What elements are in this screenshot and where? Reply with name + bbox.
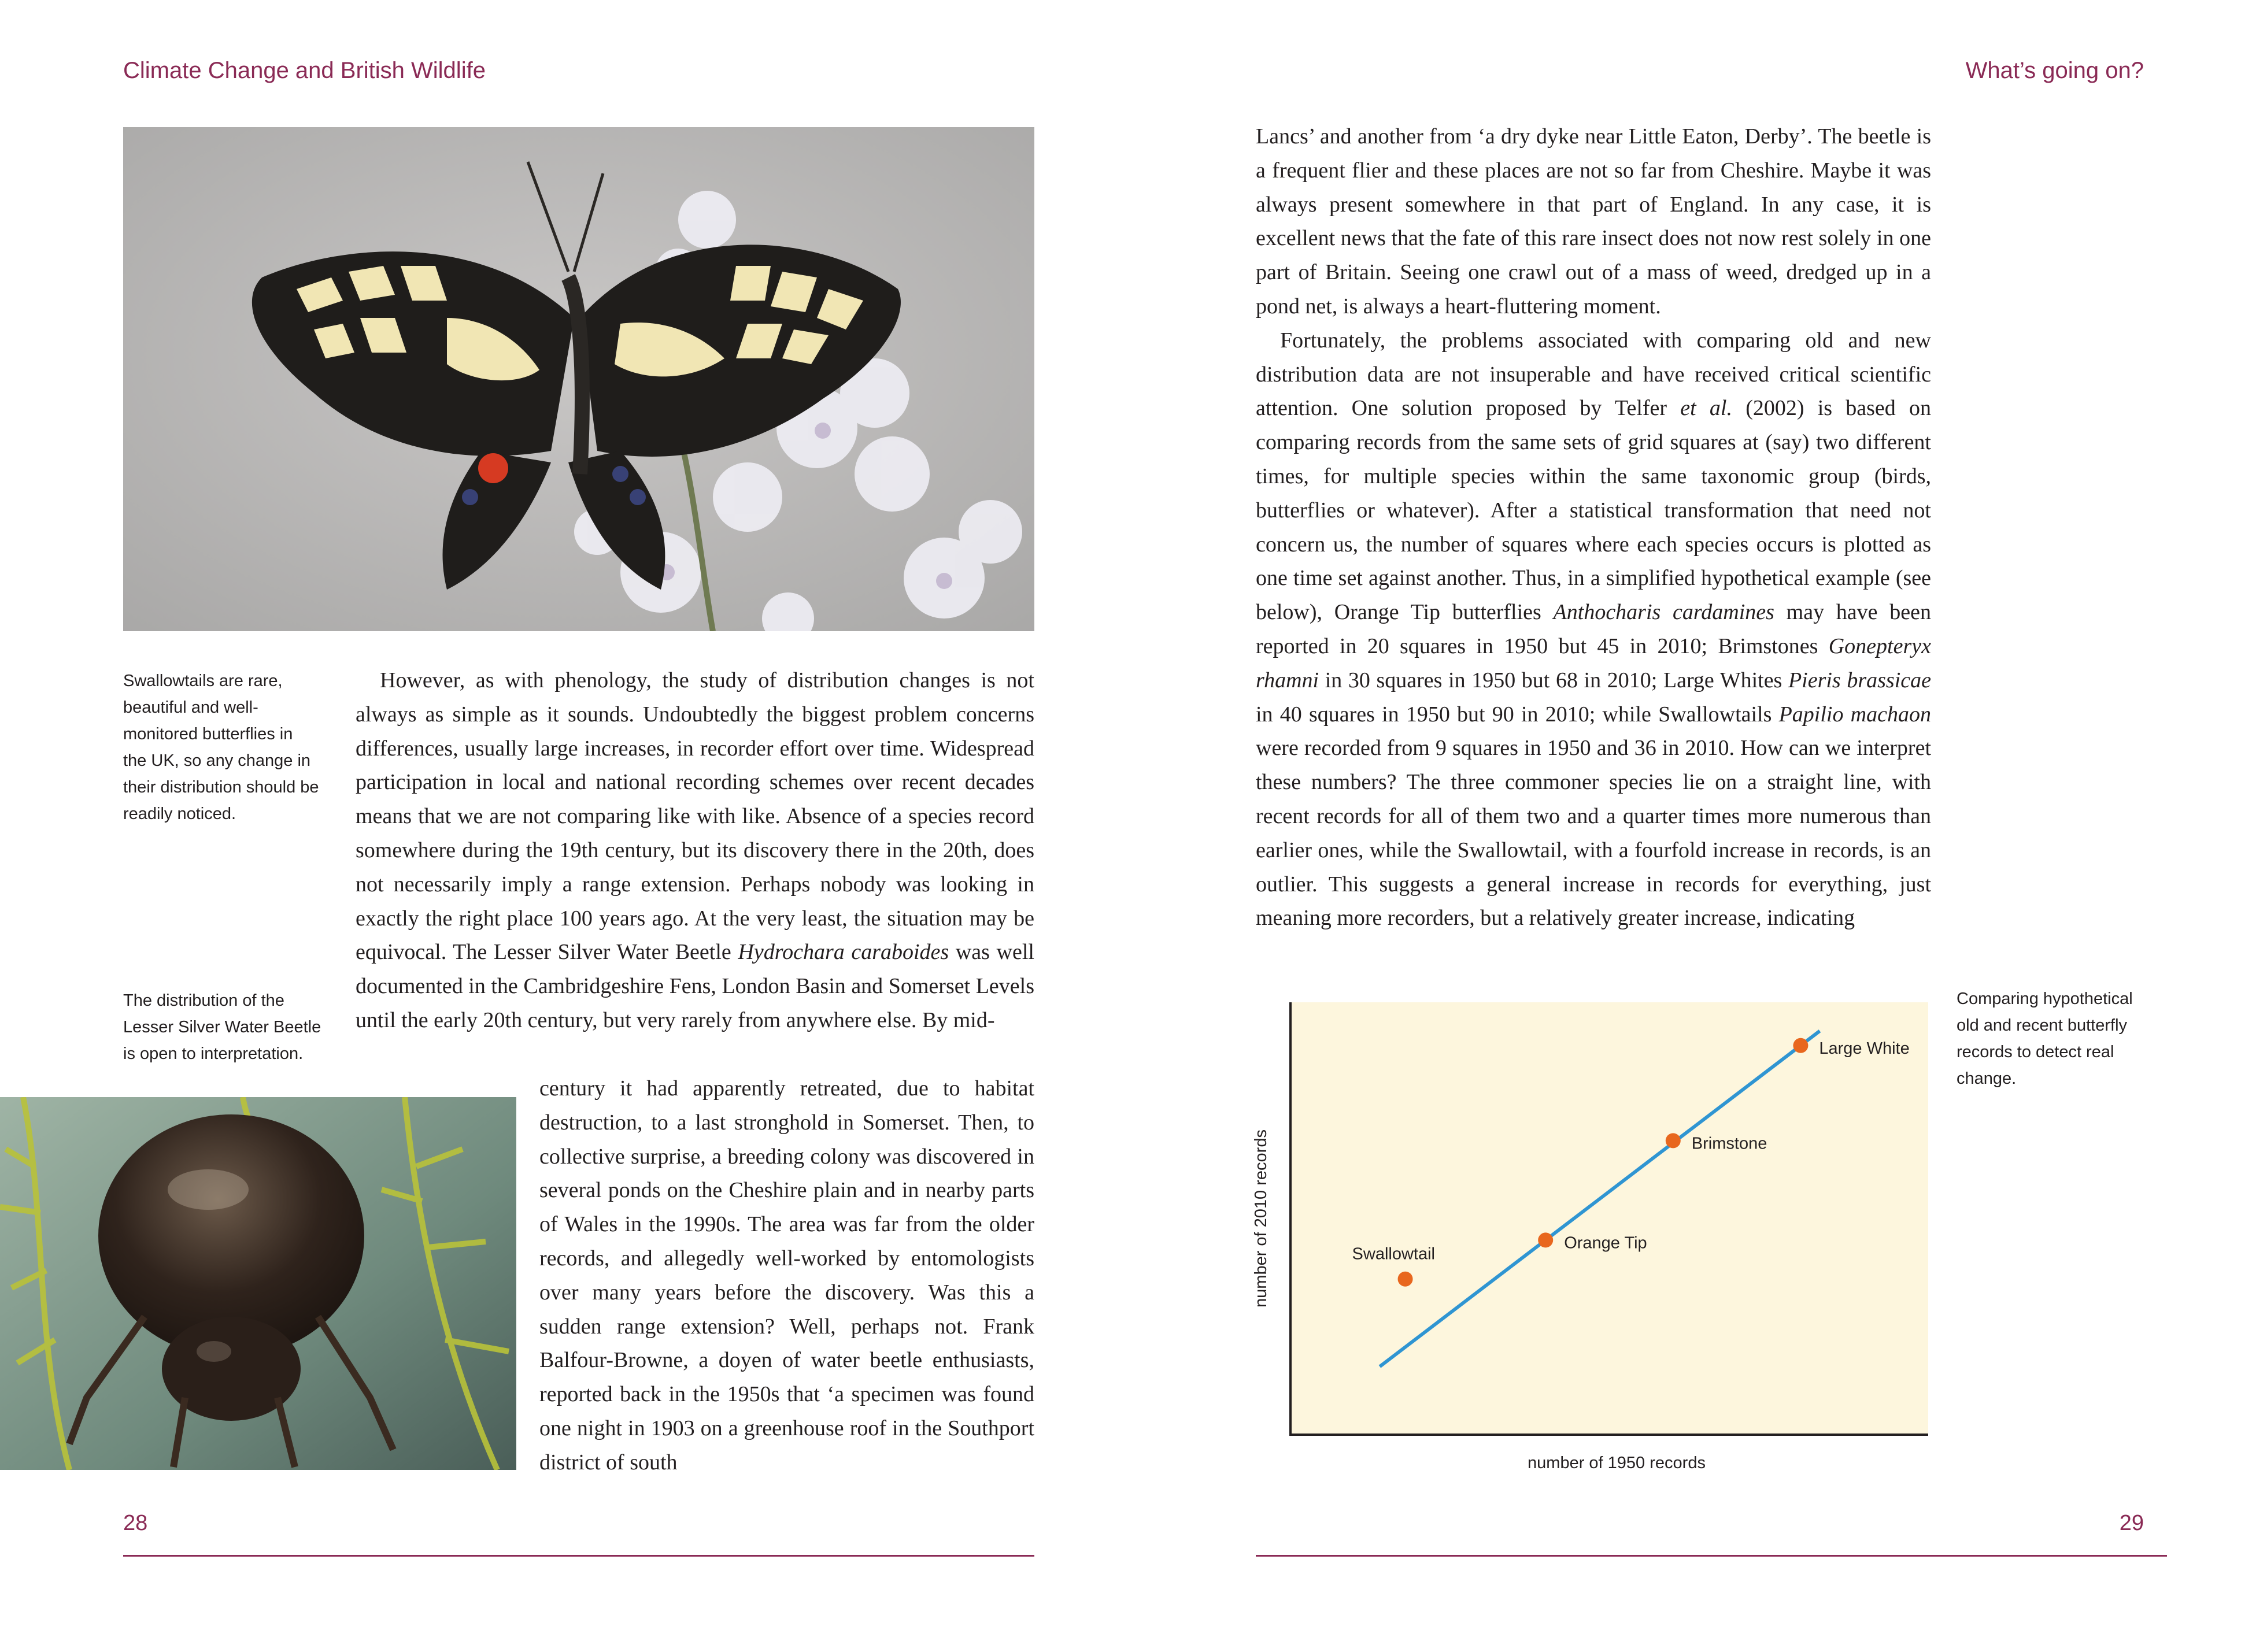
data-point-large-white <box>1793 1038 1808 1053</box>
data-point-swallowtail <box>1398 1272 1413 1287</box>
chart-caption: Comparing hypothetical old and recent butterfly records to detect real change. <box>1957 990 2133 1088</box>
species-name: Papilio machaon <box>1778 702 1931 727</box>
text-run: Fortunately, the problems associated with comparing old and new distribution data are not insuperable and have received critical scientific attention. One solution proposed by Telfer <box>1256 328 1931 421</box>
text-run: may have been reported in 20 squares in 1950 but 45 in 2010; Brimstones <box>1256 600 1931 658</box>
paragraph-1: Lancs’ and another from ‘a dry dyke near Little Eaton, Derby’. The beetle is a frequent flier and these places are not so far from Cheshire. Maybe it was always present somewhere in that part of England. In any case, it is excellent news that the fate of this rare insect does not now rest solely in one part of Britain. Seeing one crawl out of a mass of weed, dredged up in a pond net, is always a heart-fluttering moment. <box>1256 124 1931 318</box>
page-number-right: 29 <box>2119 1511 2144 1535</box>
species-name: Hydrochara caraboides <box>738 940 949 965</box>
footer-rule-right <box>1256 1555 2167 1557</box>
footer-rule-left <box>123 1555 1034 1557</box>
paragraph-2 <box>1256 324 1931 935</box>
text-run: in 40 squares in 1950 but 90 in 2010; while Swallowtails <box>1256 702 1779 727</box>
beetle-caption: The distribution of the Lesser Silver Water Beetle is open to interpretation. <box>123 991 321 1063</box>
right-column-text <box>1256 120 1931 935</box>
text-run: However, as with phenology, the study of distribution changes is not always as simple as it sounds. Undoubtedly the biggest problem concerns differences, usually large increases, in recorder effort over time. Widespread participation in local and national recording schemes over recent decades means that we are not comparing like with like. Absence of a species record somewhere during the 19th century, but its discovery there in the 20th, does not necessarily imply a range extension. Perhaps nobody was looking in exactly the right place 100 years ago. At the very least, the situation may be equivocal. The Lesser Silver Water Beetle <box>356 668 1034 965</box>
et-al: et al. <box>1680 396 1732 421</box>
data-label-large-white: Large White <box>1819 1039 1910 1058</box>
species-name: Gonepteryx rhamni <box>1256 634 1931 692</box>
page-number-left: 28 <box>123 1511 148 1535</box>
data-point-orange-tip <box>1538 1232 1553 1247</box>
left-column-text-lower <box>539 1072 1034 1480</box>
plot-area <box>1290 1002 1928 1435</box>
y-axis-label: number of 2010 records <box>1252 1129 1270 1307</box>
beetle-photo <box>0 1097 516 1470</box>
text-run: was well documented in the Cambridgeshire Fens, London Basin and Somerset Levels until the early 20th century, but very rarely from anywhere else. By mid- <box>356 940 1034 1032</box>
data-label-swallowtail: Swallowtail <box>1352 1244 1435 1264</box>
swallowtail-caption: Swallowtails are rare, beautiful and well-monitored butterflies in the UK, so any change in their distribution should be readily noticed. <box>123 672 319 823</box>
left-column-text-upper <box>356 664 1034 1038</box>
text-run: in 30 squares in 1950 but 68 in 2010; Large Whites <box>1319 668 1788 692</box>
data-label-brimstone: Brimstone <box>1691 1134 1767 1153</box>
data-point-brimstone <box>1666 1133 1681 1148</box>
swallowtail-photo <box>123 127 1034 631</box>
running-head-left: Climate Change and British Wildlife <box>123 58 486 83</box>
x-axis-label: number of 1950 records <box>1528 1454 1706 1472</box>
data-label-orange-tip: Orange Tip <box>1564 1234 1647 1253</box>
text-run: (2002) is based on comparing records from the same sets of grid squares at (say) two different times, for multiple species within the same taxonomic group (birds, butterflies or whatever). After a statistical transformation that need not concern us, the number of squares where each species occurs is plotted as one time set against another. Thus, in a simplified hypothetical example (see below), Orange Tip butterflies <box>1256 396 1932 625</box>
paragraph-continued: century it had apparently retreated, due to habitat destruction, to a last stronghold in Somerset. Then, to collective surprise, a breeding colony was discovered in several ponds on the Cheshire plain and in nearby parts of Wales in the 1990s. The area was far from the older records, and allegedly well-worked by entomologists over many years before the discovery. Was this a sudden range extension? Well, perhaps not. Frank Balfour-Browne, a doyen of water beetle enthusiasts, reported back in the 1950s that ‘a specimen was found one night in 1903 on a greenhouse roof in the Southport district of south <box>539 1076 1034 1475</box>
records-scatter-chart <box>1237 983 1948 1491</box>
text-run: were recorded from 9 squares in 1950 and 36 in 2010. How can we interpret these numbers? The three commoner species lie on a straight line, with recent records for all of them two and a quarter times more numerous than earlier ones, while the Swallowtail, with a fourfold increase in records, is an outlier. This suggests a general increase in records for everything, just meaning more recorders, but a relatively greater increase, indicating <box>1256 736 1931 931</box>
species-name: Pieris brassicae <box>1788 668 1931 692</box>
running-head-right: What’s going on? <box>1965 58 2144 83</box>
species-name: Anthocharis cardamines <box>1553 600 1774 625</box>
